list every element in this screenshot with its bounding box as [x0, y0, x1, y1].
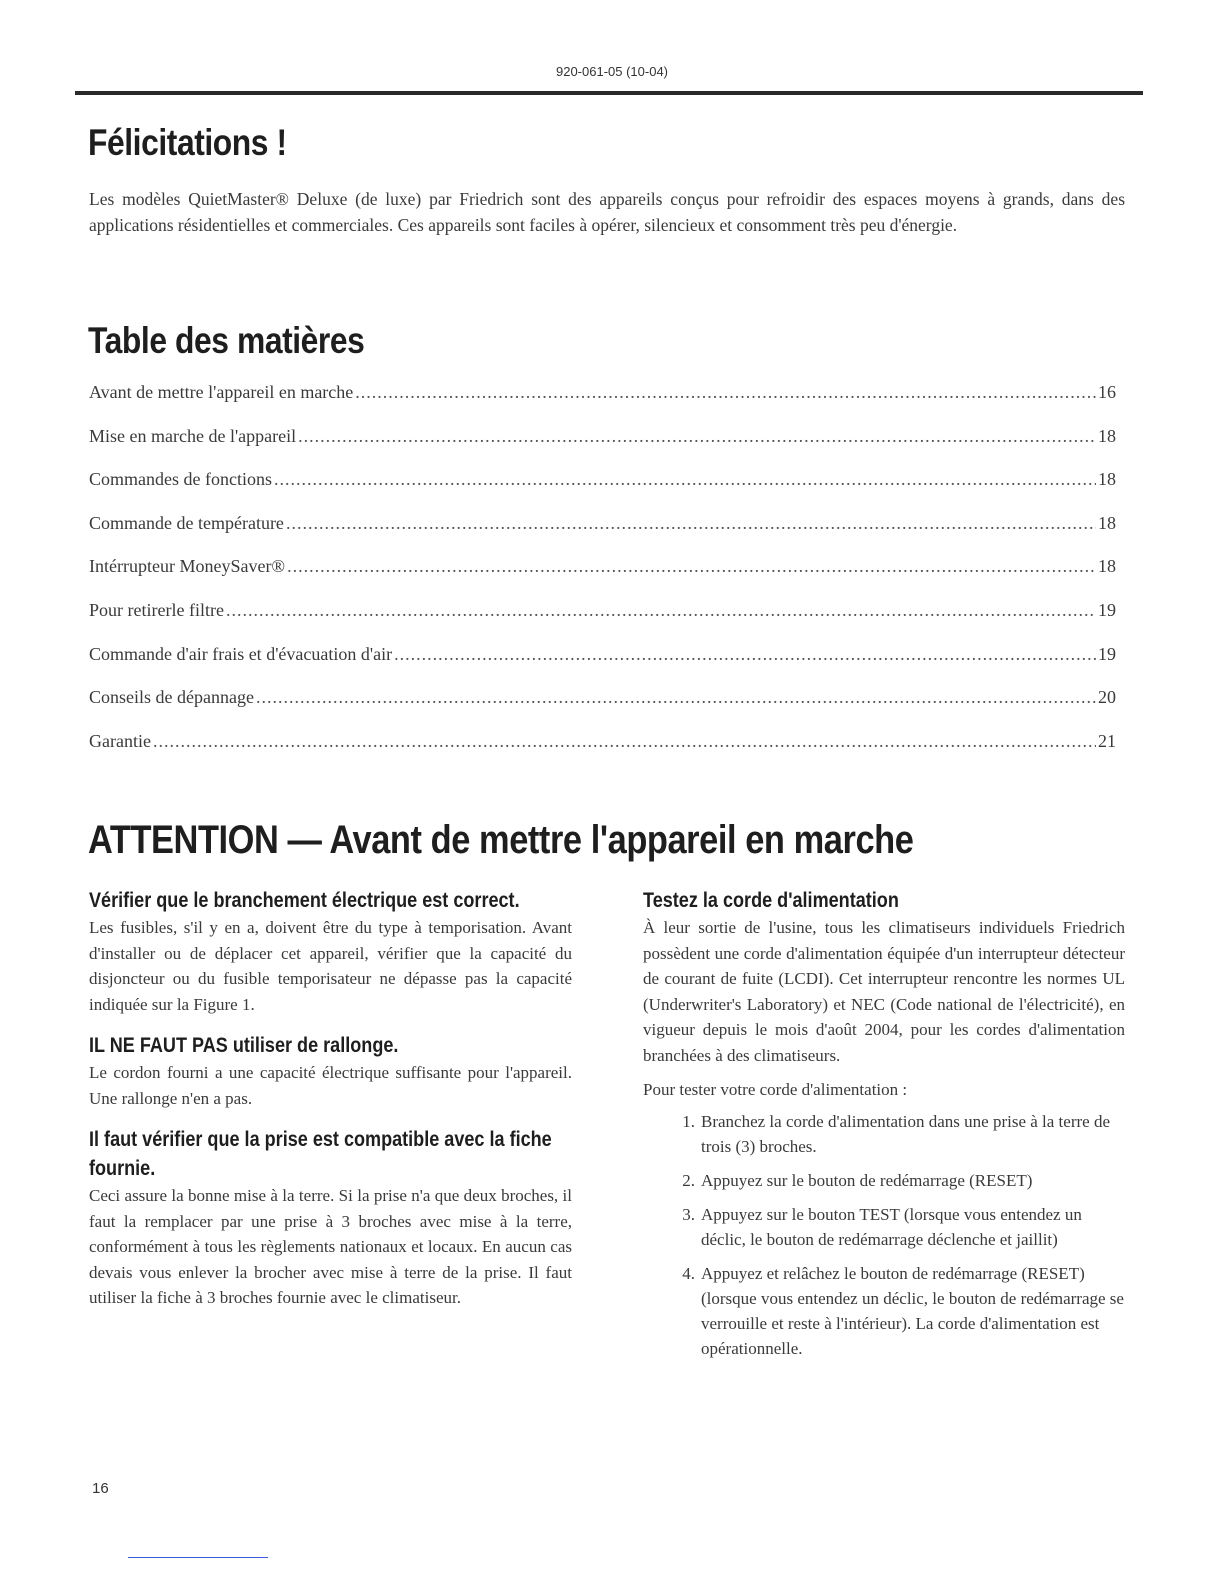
- toc-leader-dots: [394, 644, 1096, 665]
- electrical-check-text: Les fusibles, s'il y en a, doivent être du type à temporisation. Avant d'installer ou de déplacer cet appareil, vérifier que la capacité du disjoncteur ou du fusible temporisateur ne dépasse pas la capacité indiquée sur la Figure 1.: [89, 918, 572, 1014]
- attention-title: ATTENTION — Avant de mettre l'appareil en marche: [88, 818, 914, 862]
- outlet-check-heading: Il faut vérifier que la prise est compatible avec la fiche fournie.: [89, 1128, 552, 1180]
- toc-title: Table des matières: [88, 320, 365, 361]
- cord-test-steps: [643, 1109, 1125, 1361]
- step-text: Appuyez et relâchez le bouton de redémarrage (RESET) (lorsque vous entendez un déclic, le bouton de redémarrage se verrouille et reste à l'intérieur). La corde d'alimentation est opérationnelle.: [701, 1263, 1124, 1358]
- step-number: 1.: [682, 1111, 695, 1131]
- list-item: [643, 1202, 1125, 1252]
- table-of-contents: [89, 382, 1116, 774]
- toc-entry[interactable]: [89, 687, 1116, 731]
- no-extension-text: Le cordon fourni a une capacité électrique suffisante pour l'appareil. Une rallonge n'en a pas.: [89, 1063, 572, 1108]
- toc-entry-page: 16: [1098, 382, 1116, 402]
- bottom-divider: [128, 1557, 268, 1558]
- cord-test-intro: Pour tester votre corde d'alimentation :: [643, 1080, 908, 1099]
- step-text: Branchez la corde d'alimentation dans une prise à la terre de trois (3) broches.: [701, 1111, 1110, 1156]
- right-column: [643, 886, 1125, 1370]
- toc-entry[interactable]: [89, 644, 1116, 688]
- step-text: Appuyez sur le bouton TEST (lorsque vous entendez un déclic, le bouton de redémarrage déclenche et jaillit): [701, 1204, 1082, 1249]
- intro-paragraph: Les modèles QuietMaster® Deluxe (de luxe) par Friedrich sont des appareils conçus pour refroidir des espaces moyens à grands, dans des applications résidentielles et commerciales. Ces appareils sont faciles à opérer, silencieux et consomment très peu d'énergie.: [89, 189, 1125, 235]
- toc-leader-dots: [226, 600, 1096, 621]
- list-item: [643, 1109, 1125, 1159]
- outlet-check-text: Ceci assure la bonne mise à la terre. Si la prise n'a que deux broches, il faut la remplacer par une prise à 3 broches avec mise à la terre, conformément à tous les règlements nationaux et locaux. En aucun cas devais vous enlever la brocher avec mise à terre de la prise. Il faut utiliser la fiche à 3 broches fournie avec le climatiseur.: [89, 1186, 572, 1307]
- left-column: [89, 886, 572, 1311]
- toc-entry[interactable]: [89, 469, 1116, 513]
- toc-entry-page: 18: [1098, 469, 1116, 490]
- toc-leader-dots: [256, 687, 1096, 708]
- toc-entry-page: 18: [1098, 556, 1116, 577]
- toc-entry[interactable]: [89, 731, 1116, 775]
- header-rule: [75, 91, 1143, 95]
- toc-entry-page: 18: [1098, 425, 1116, 446]
- congrats-title: Félicitations !: [88, 122, 287, 163]
- page-number: 16: [92, 1480, 109, 1497]
- toc-entry-page: 20: [1098, 687, 1116, 708]
- toc-entry-label: Intérrupteur MoneySaver®: [89, 556, 286, 577]
- toc-entry[interactable]: [89, 556, 1116, 600]
- toc-leader-dots: [287, 556, 1096, 577]
- cord-test-text: À leur sortie de l'usine, tous les climatiseurs individuels Friedrich possèdent une corde d'alimentation équipée d'un interrupteur détecteur de courant de fuite (LCDI). Cet interrupteur rencontre les normes UL (Underwriter's Laboratory) et NEC (Code national de l'électricité), en vigueur depuis le mois d'août 2004, pour les cordes d'alimentation branchées à des climatiseurs.: [643, 918, 1125, 1065]
- no-extension-heading: IL NE FAUT PAS utiliser de rallonge.: [89, 1034, 399, 1057]
- toc-entry-page: 18: [1098, 512, 1116, 533]
- toc-entry[interactable]: [89, 426, 1116, 470]
- toc-entry[interactable]: [89, 382, 1116, 426]
- toc-entry-label: Conseils de dépannage: [89, 687, 254, 708]
- document-code: 920-061-05 (10-04): [555, 64, 669, 79]
- toc-leader-dots: [153, 731, 1096, 752]
- toc-leader-dots: [355, 382, 1096, 403]
- step-number: 2.: [682, 1170, 695, 1190]
- toc-entry-label: Commande de température: [89, 512, 284, 533]
- toc-entry-label: Commande d'air frais et d'évacuation d'air: [89, 643, 393, 664]
- toc-entry-label: Garantie: [89, 730, 151, 751]
- toc-entry-page: 19: [1098, 643, 1116, 664]
- toc-leader-dots: [274, 469, 1096, 490]
- toc-entry-label: Pour retirerle filtre: [89, 599, 224, 620]
- electrical-check-heading: Vérifier que le branchement électrique est correct.: [89, 889, 520, 912]
- toc-leader-dots: [298, 426, 1096, 447]
- toc-entry[interactable]: [89, 513, 1116, 557]
- toc-leader-dots: [286, 513, 1096, 534]
- toc-entry[interactable]: [89, 600, 1116, 644]
- list-item: [643, 1261, 1125, 1361]
- cord-test-heading: Testez la corde d'alimentation: [643, 889, 899, 912]
- step-number: 4.: [682, 1263, 695, 1283]
- toc-entry-page: 21: [1098, 730, 1116, 751]
- step-text: Appuyez sur le bouton de redémarrage (RESET): [701, 1170, 1033, 1190]
- toc-entry-label: Commandes de fonctions: [89, 469, 272, 490]
- step-number: 3.: [682, 1204, 695, 1224]
- toc-entry-page: 19: [1098, 599, 1116, 620]
- toc-entry-label: Avant de mettre l'appareil en marche: [89, 382, 354, 402]
- toc-entry-label: Mise en marche de l'appareil: [89, 425, 297, 446]
- list-item: [643, 1168, 1125, 1193]
